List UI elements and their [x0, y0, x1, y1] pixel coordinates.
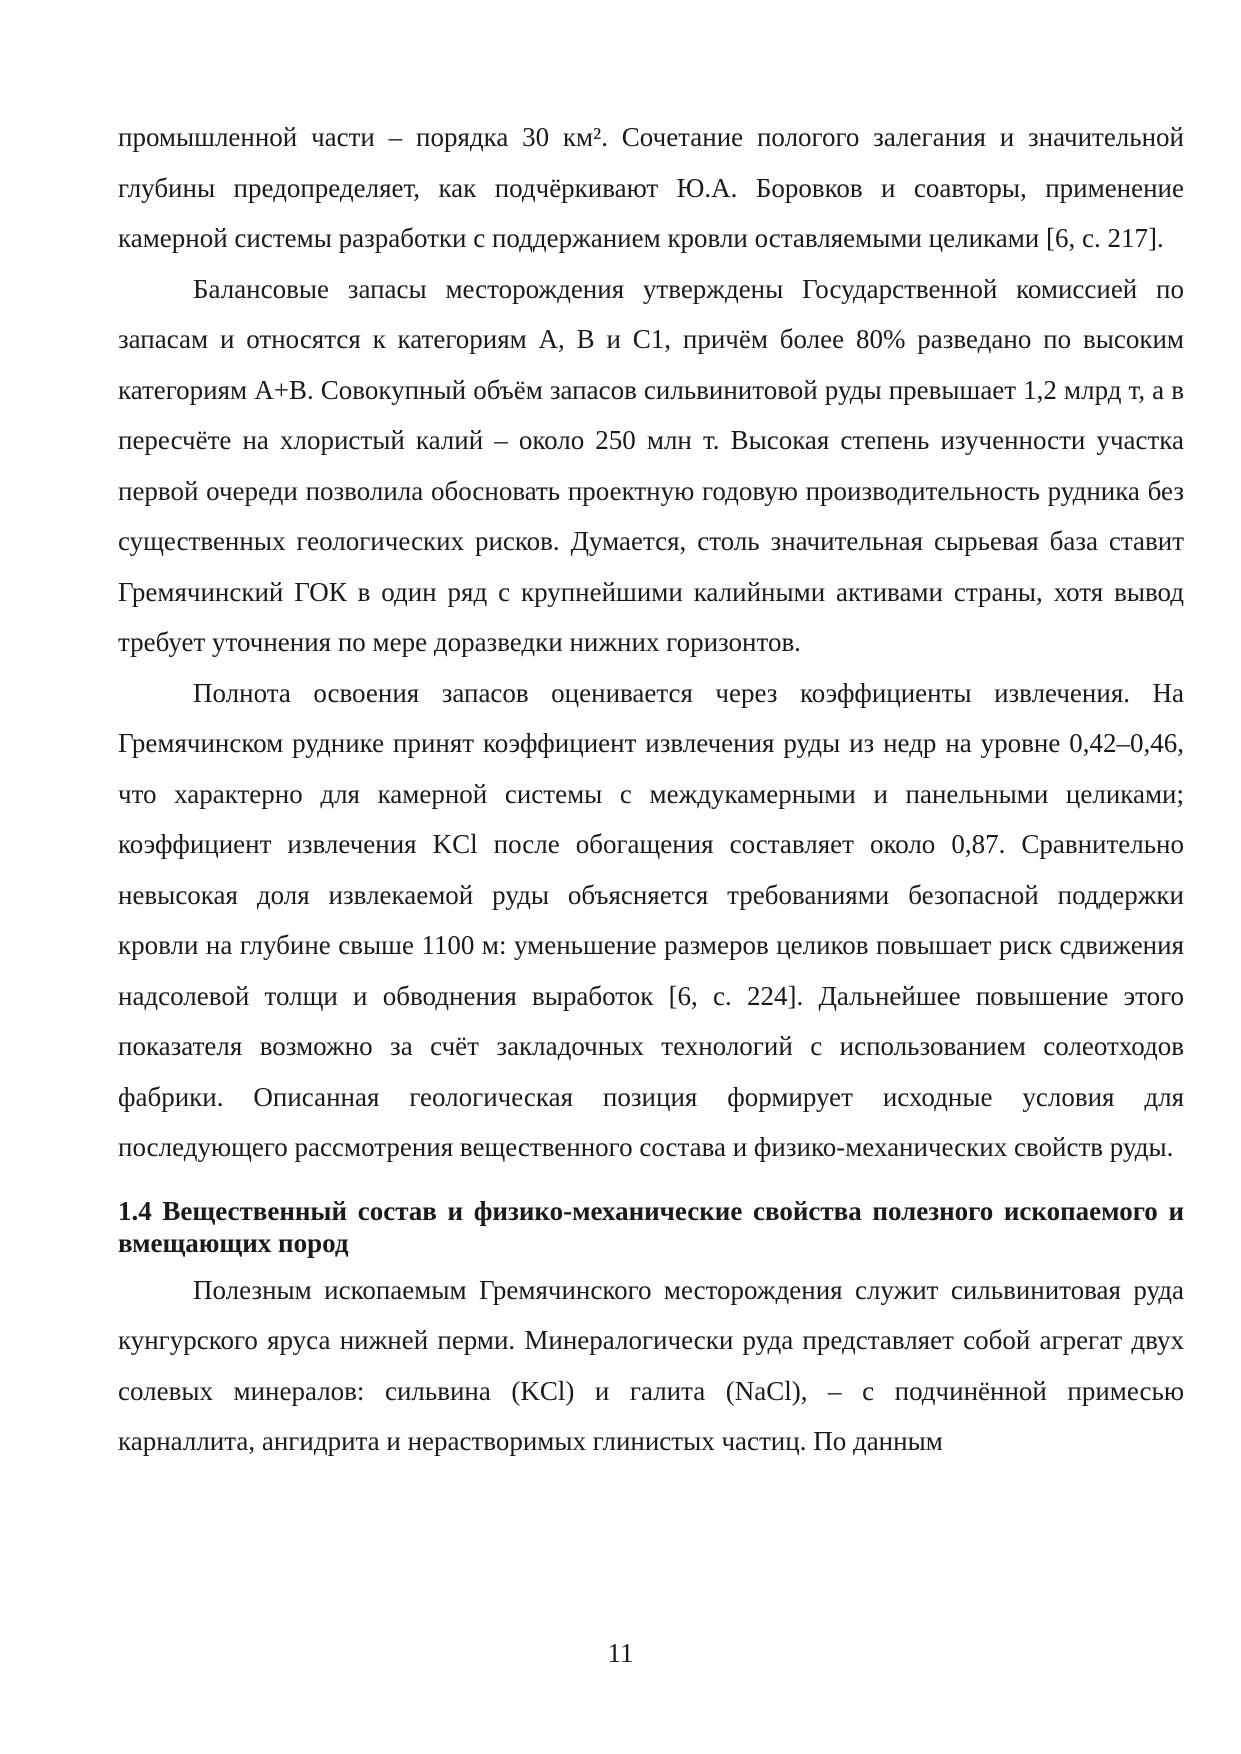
paragraph-continuation: промышленной части – порядка 30 км². Сочетание пологого залегания и значительной глубины предопределяет, как подчёркивают Ю.А. Боровков и соавторы, применение камерной системы разработки с поддержанием кровли оставляемыми целиками [6, с. 217].	[118, 122, 1184, 253]
document-page	[118, 112, 1184, 1467]
paragraph-reserves: Балансовые запасы месторождения утверждены Государственной комиссией по запасам и относятся к категориям A, B и C1, причём более 80% разведано по высоким категориям A+B. Совокупный объём запасов сильвинитовой руды превышает 1,2 млрд т, а в пересчёте на хлористый калий – около 250 млн т. Высокая степень изученности участка первой очереди позволила обосновать проектную годовую производительность рудника без существенных геологических рисков. Думается, столь значительная сырьевая база ставит Гремячинский ГОК в один ряд с крупнейшими калийными активами страны, хотя вывод требует уточнения по мере доразведки нижних горизонтов.	[118, 273, 1184, 657]
page-number: 11	[607, 1638, 634, 1668]
paragraph-extraction: Полнота освоения запасов оценивается через коэффициенты извлечения. На Гремячинском руднике принят коэффициент извлечения руды из недр на уровне 0,42–0,46, что характерно для камерной системы с междукамерными и панельными целиками; коэффициент извлечения KCl после обогащения составляет около 0,87. Сравнительно невысокая доля извлекаемой руды объясняется требованиями безопасной поддержки кровли на глубине свыше 1100 м: уменьшение размеров целиков повышает риск сдвижения надсолевой толщи и обводнения выработок [6, с. 224]. Дальнейшее повышение этого показателя возможно за счёт закладочных технологий с использованием солеотходов фабрики. Описанная геологическая позиция формирует исходные условия для последующего рассмотрения вещественного состава и физико-механических свойств руды.	[118, 677, 1184, 1162]
section-heading: 1.4 Вещественный состав и физико-механические свойства полезного ископаемого и вмещающих пород	[118, 1195, 1184, 1258]
paragraph-composition: Полезным ископаемым Гремячинского месторождения служит сильвинитовая руда кунгурского яруса нижней перми. Минералогически руда представляет собой агрегат двух солевых минералов: сильвина (KCl) и галита (NaCl), – с подчинённой примесью карналлита, ангидрита и нерастворимых глинистых частиц. По данным	[118, 1274, 1184, 1456]
